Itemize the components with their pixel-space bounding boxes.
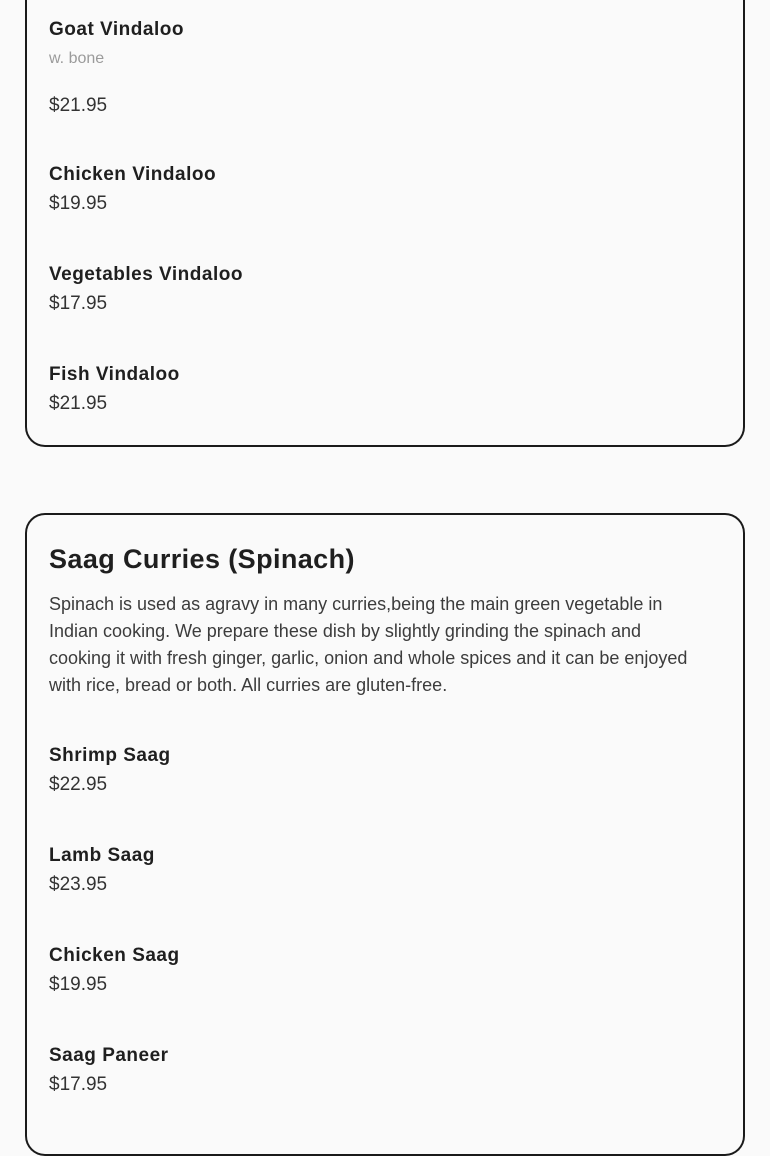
menu-item-list [49, 18, 721, 415]
menu-item [49, 163, 721, 215]
menu-item-description: w. bone [49, 50, 105, 67]
section-title: Saag Curries (Spinach) [49, 544, 355, 574]
card-corner-top-right [725, 513, 745, 533]
menu-item [49, 944, 721, 996]
menu-item-price: $19.95 [49, 974, 108, 995]
menu-item-price: $22.95 [49, 774, 108, 795]
menu-item-price: $17.95 [49, 1074, 108, 1095]
menu-item-price: $23.95 [49, 874, 108, 895]
card-corner-bottom-left [25, 1136, 45, 1156]
card-corner-bottom-right [725, 427, 745, 447]
menu-item-price: $17.95 [49, 293, 108, 314]
card-edge-left [25, 0, 27, 427]
menu-item-name: Lamb Saag [49, 845, 155, 866]
menu-item-price: $19.95 [49, 193, 108, 214]
menu-item-name: Shrimp Saag [49, 745, 171, 766]
menu-item-name: Chicken Vindaloo [49, 164, 217, 185]
menu-section-card-saag [25, 513, 745, 1156]
menu-item-name: Saag Paneer [49, 1045, 169, 1066]
section-description: Spinach is used as agravy in many curries,being the main green vegetable in Indian cooking. We prepare these dish by slightly grinding the spinach and cooking it with fresh ginger, garlic, onion and whole spices and it can be enjoyed with rice, bread or both. All curries are gluten-free. [49, 594, 688, 695]
card-edge-bottom [45, 445, 725, 447]
menu-item [49, 263, 721, 315]
menu-item-price: $21.95 [49, 95, 108, 116]
card-edge-top [45, 513, 725, 515]
card-corner-bottom-right [725, 1136, 745, 1156]
card-corner-top-left [25, 513, 45, 533]
menu-item-name: Fish Vindaloo [49, 364, 180, 385]
card-corner-bottom-left [25, 427, 45, 447]
menu-item-name: Chicken Saag [49, 945, 180, 966]
menu-item [49, 363, 721, 415]
menu-item [49, 18, 721, 117]
menu-item-price: $21.95 [49, 393, 108, 414]
menu-section-card-vindaloo [25, 0, 745, 447]
menu-item-name: Vegetables Vindaloo [49, 264, 243, 285]
menu-item-list [49, 744, 721, 1096]
menu-item-name: Goat Vindaloo [49, 19, 184, 40]
menu-item [49, 844, 721, 896]
menu-item [49, 1044, 721, 1096]
card-edge-left [25, 533, 27, 1136]
card-edge-right [743, 0, 745, 427]
card-edge-right [743, 533, 745, 1136]
menu-item [49, 744, 721, 796]
